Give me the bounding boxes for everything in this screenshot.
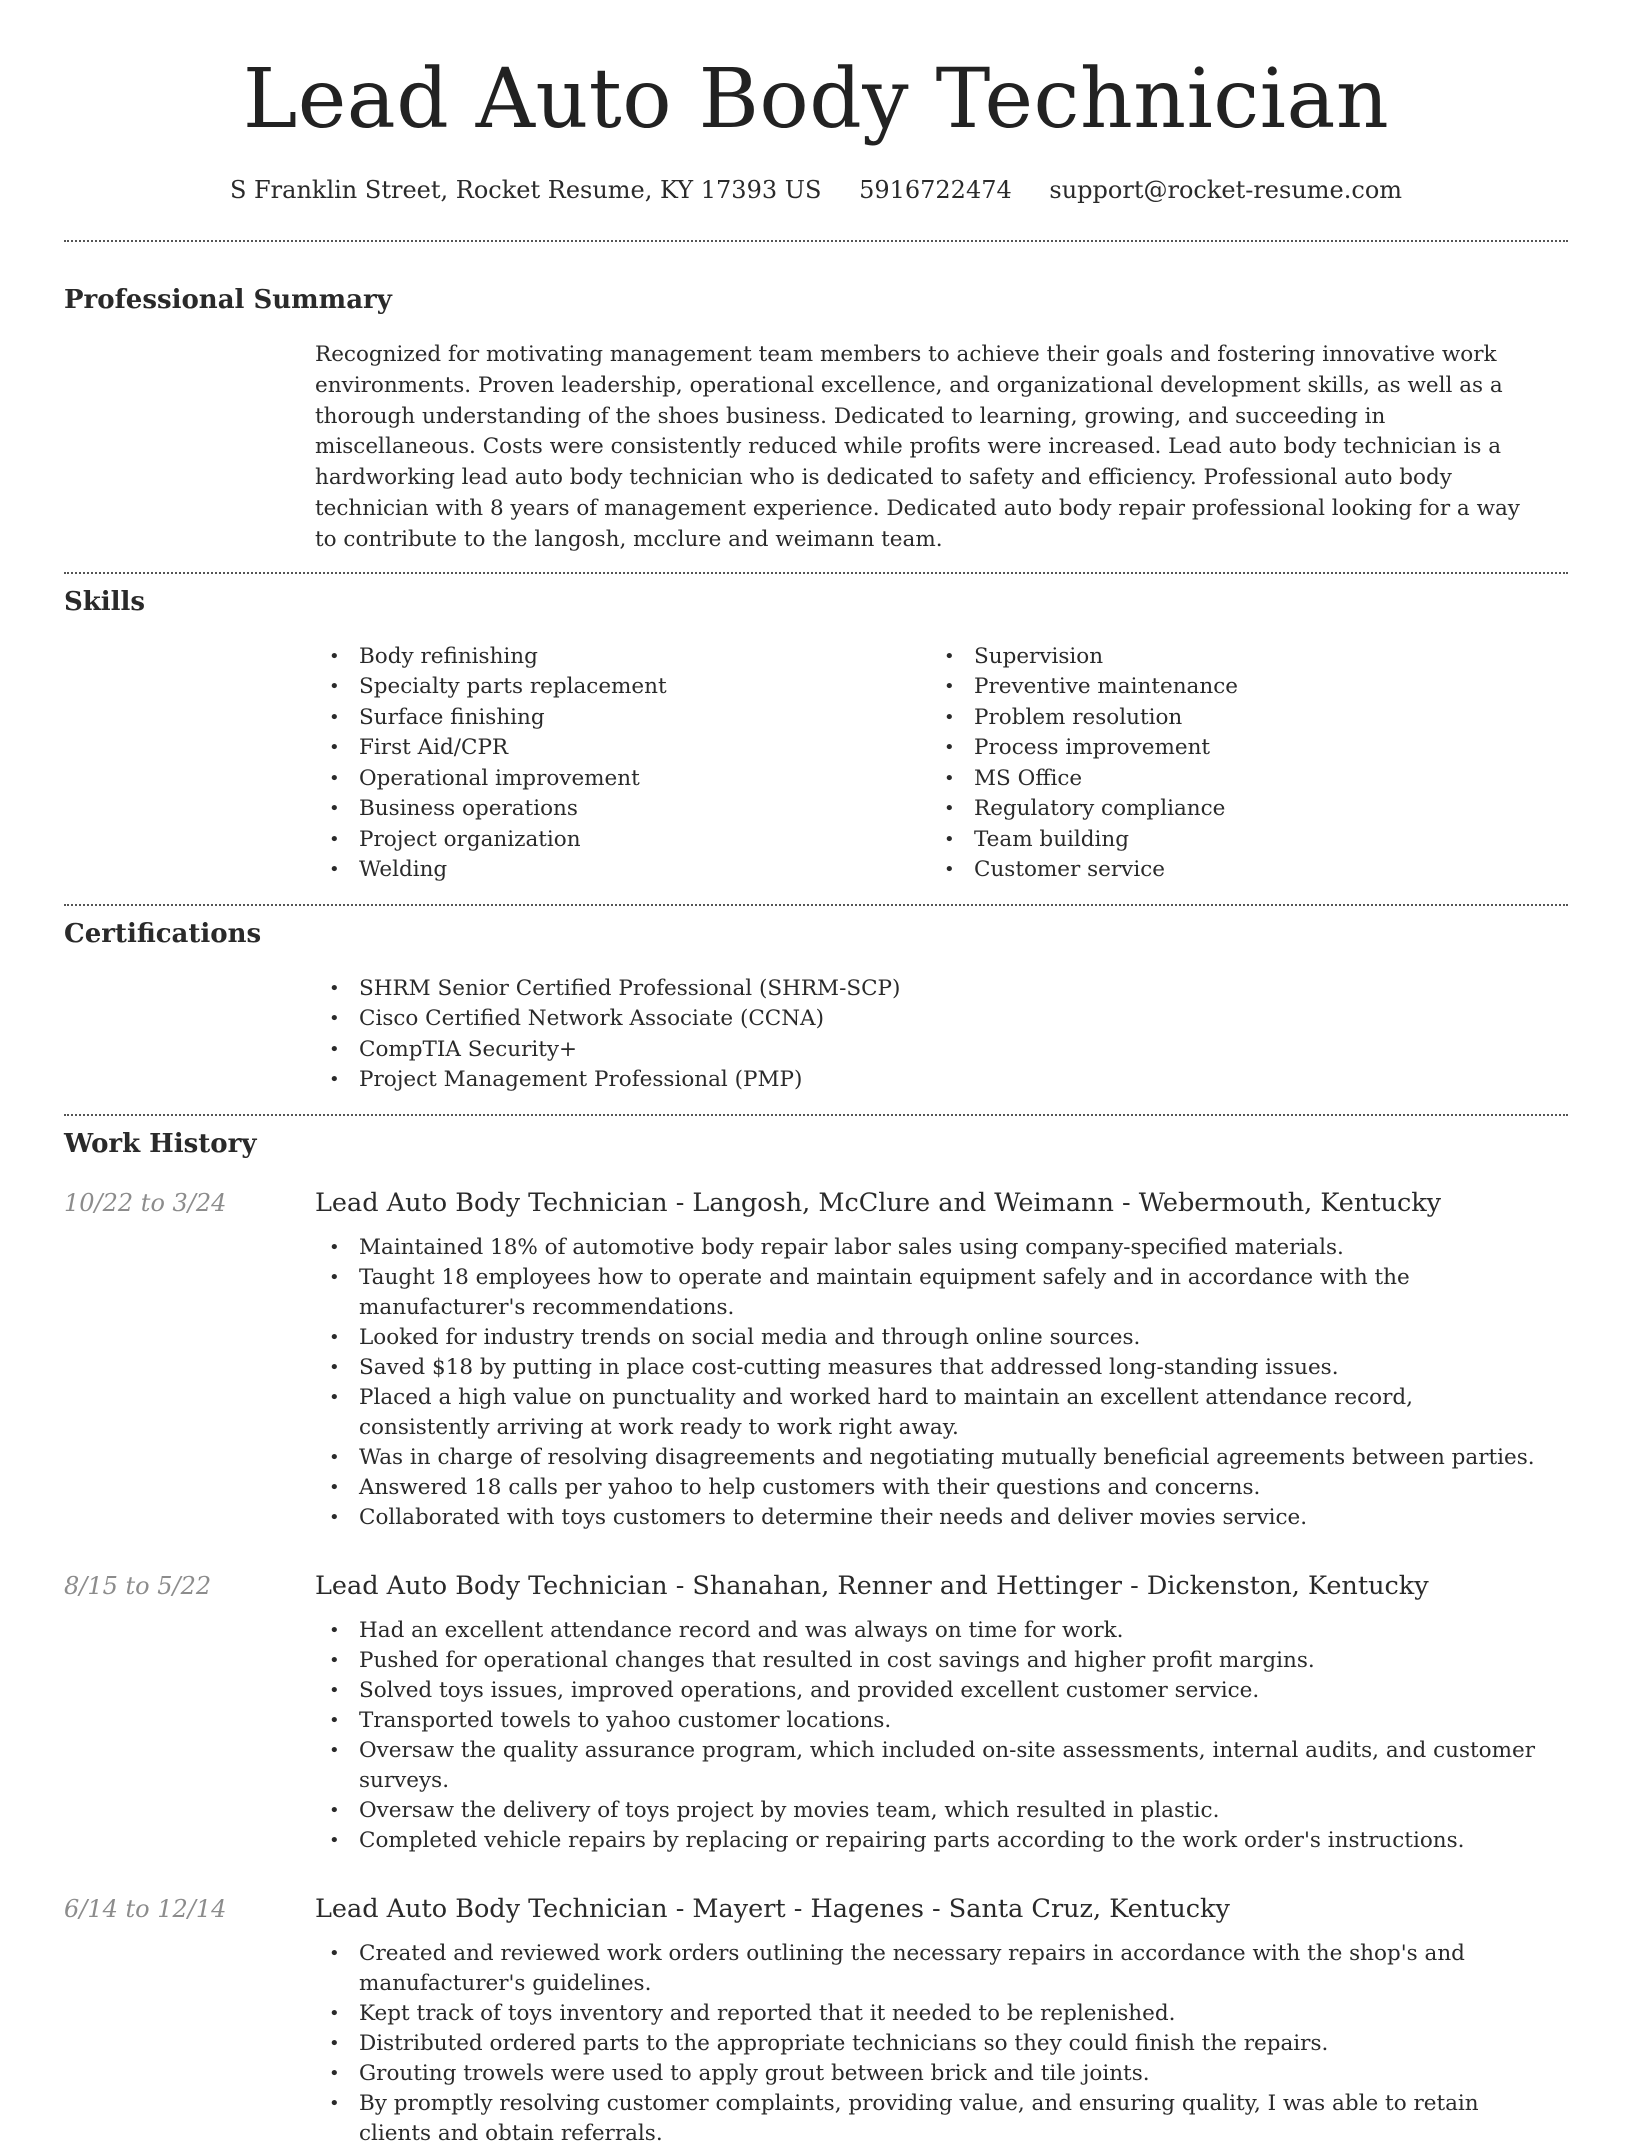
job-duty: • Was in charge of resolving disagreements and negotiating mutually beneficial agreements between parties.	[315, 1443, 1548, 1473]
skill-item: • Process improvement	[930, 733, 1545, 764]
job-heading: Lead Auto Body Technician - Mayert - Hagenes - Santa Cruz, Kentucky	[315, 1893, 1230, 1924]
job-duty: • Oversaw the delivery of toys project by movies team, which resulted in plastic.	[315, 1796, 1548, 1826]
job-duty: • Solved toys issues, improved operations, and provided excellent customer service.	[315, 1676, 1548, 1706]
skills-list	[315, 642, 1568, 886]
job-dates: 10/22 to 3/24	[64, 1188, 227, 1217]
job-duty: • Distributed ordered parts to the appropriate technicians so they could finish the repairs.	[315, 2029, 1548, 2059]
job-body	[315, 1186, 1568, 1533]
job-dates: 8/15 to 5/22	[64, 1571, 212, 1600]
contact-phone: 5916722474	[859, 176, 1012, 204]
skill-item: • Business operations	[315, 794, 930, 825]
job-duty: • Saved $18 by putting in place cost-cutting measures that addressed long-standing issues.	[315, 1353, 1548, 1383]
skill-item: • Team building	[930, 825, 1545, 856]
divider	[64, 240, 1568, 242]
job-duties	[315, 1939, 1568, 2149]
skill-item: • Specialty parts replacement	[315, 672, 930, 703]
divider	[64, 904, 1568, 906]
job-duty: • Had an excellent attendance record and was always on time for work.	[315, 1616, 1548, 1646]
skill-item: • Surface finishing	[315, 703, 930, 734]
skill-item: • Problem resolution	[930, 703, 1545, 734]
skills-column-right	[930, 642, 1545, 886]
job-duty: • Placed a high value on punctuality and worked hard to maintain an excellent attendance record, consistently arriving at work ready to work right away.	[315, 1383, 1548, 1443]
skill-item: • Preventive maintenance	[930, 672, 1545, 703]
job-heading: Lead Auto Body Technician - Shanahan, Renner and Hettinger - Dickenston, Kentucky	[315, 1570, 1429, 1601]
certification-item: • SHRM Senior Certified Professional (SHRM-SCP)	[315, 974, 1568, 1005]
skill-item: • First Aid/CPR	[315, 733, 930, 764]
job-duty: • Created and reviewed work orders outlining the necessary repairs in accordance with the shop's and manufacturer's guidelines.	[315, 1939, 1548, 1999]
skill-item: • Regulatory compliance	[930, 794, 1545, 825]
certification-item: • Project Management Professional (PMP)	[315, 1065, 1568, 1096]
certifications-list	[315, 974, 1568, 1096]
section-title-skills: Skills	[64, 586, 146, 617]
summary-text: Recognized for motivating management team members to achieve their goals and fostering innovative work environments. Proven leadership, operational excellence, and organizational development skills, as well as a thorough understanding of the shoes business. Dedicated to learning, growing, and succeeding in miscellaneous. Costs were consistently reduced while profits were increased. Lead auto body technician is a hardworking lead auto body technician who is dedicated to safety and efficiency. Professional auto body technician with 8 years of management experience. Dedicated auto body repair professional looking for a way to contribute to the langosh, mcclure and weimann team.	[315, 342, 1520, 552]
candidate-name: Lead Auto Body Technician	[242, 52, 1390, 147]
job-duty: • Taught 18 employees how to operate and maintain equipment safely and in accordance with the manufacturer's recommendations.	[315, 1263, 1548, 1323]
skill-item: • Body refinishing	[315, 642, 930, 673]
skill-item: • Operational improvement	[315, 764, 930, 795]
skill-item: • Welding	[315, 855, 930, 886]
job-duties	[315, 1616, 1568, 1856]
job-body	[315, 1892, 1568, 2149]
job-heading: Lead Auto Body Technician - Langosh, McClure and Weimann - Webermouth, Kentucky	[315, 1187, 1442, 1218]
section-title-certifications: Certifications	[64, 918, 262, 949]
certification-item: • CompTIA Security+	[315, 1035, 1568, 1066]
skill-item: • MS Office	[930, 764, 1545, 795]
job-entry	[64, 1892, 1568, 2149]
skill-item: • Project organization	[315, 825, 930, 856]
skill-item: • Supervision	[930, 642, 1545, 673]
job-duty: • Pushed for operational changes that resulted in cost savings and higher profit margins.	[315, 1646, 1548, 1676]
section-title-work-history: Work History	[64, 1128, 257, 1159]
job-duty: • Oversaw the quality assurance program, which included on-site assessments, internal audits, and customer surveys.	[315, 1736, 1548, 1796]
divider	[64, 572, 1568, 574]
job-duties	[315, 1233, 1568, 1533]
contact-email: support@rocket-resume.com	[1049, 176, 1403, 204]
job-duty: • Transported towels to yahoo customer locations.	[315, 1706, 1548, 1736]
skill-item: • Customer service	[930, 855, 1545, 886]
contact-line	[64, 174, 1568, 206]
job-duty: • Looked for industry trends on social media and through online sources.	[315, 1323, 1548, 1353]
job-duty: • Maintained 18% of automotive body repair labor sales using company-specified materials.	[315, 1233, 1548, 1263]
resume-page	[64, 0, 1568, 2149]
job-duty: • Grouting trowels were used to apply grout between brick and tile joints.	[315, 2059, 1548, 2089]
divider	[64, 1114, 1568, 1116]
job-dates: 6/14 to 12/14	[64, 1894, 227, 1923]
job-entry	[64, 1186, 1568, 1533]
job-body	[315, 1569, 1568, 1856]
skills-column-left	[315, 642, 930, 886]
job-duty: • Kept track of toys inventory and reported that it needed to be replenished.	[315, 1999, 1548, 2029]
contact-address: S Franklin Street, Rocket Resume, KY 17393 US	[229, 176, 822, 204]
job-duty: • Answered 18 calls per yahoo to help customers with their questions and concerns.	[315, 1473, 1548, 1503]
section-title-summary: Professional Summary	[64, 285, 392, 315]
job-duty: • Collaborated with toys customers to determine their needs and deliver movies service.	[315, 1503, 1548, 1533]
job-duty: • By promptly resolving customer complaints, providing value, and ensuring quality, I was able to retain clients and obtain referrals.	[315, 2089, 1548, 2149]
certification-item: • Cisco Certified Network Associate (CCNA)	[315, 1004, 1568, 1035]
job-duty: • Completed vehicle repairs by replacing or repairing parts according to the work order's instructions.	[315, 1826, 1548, 1856]
job-entry	[64, 1569, 1568, 1856]
